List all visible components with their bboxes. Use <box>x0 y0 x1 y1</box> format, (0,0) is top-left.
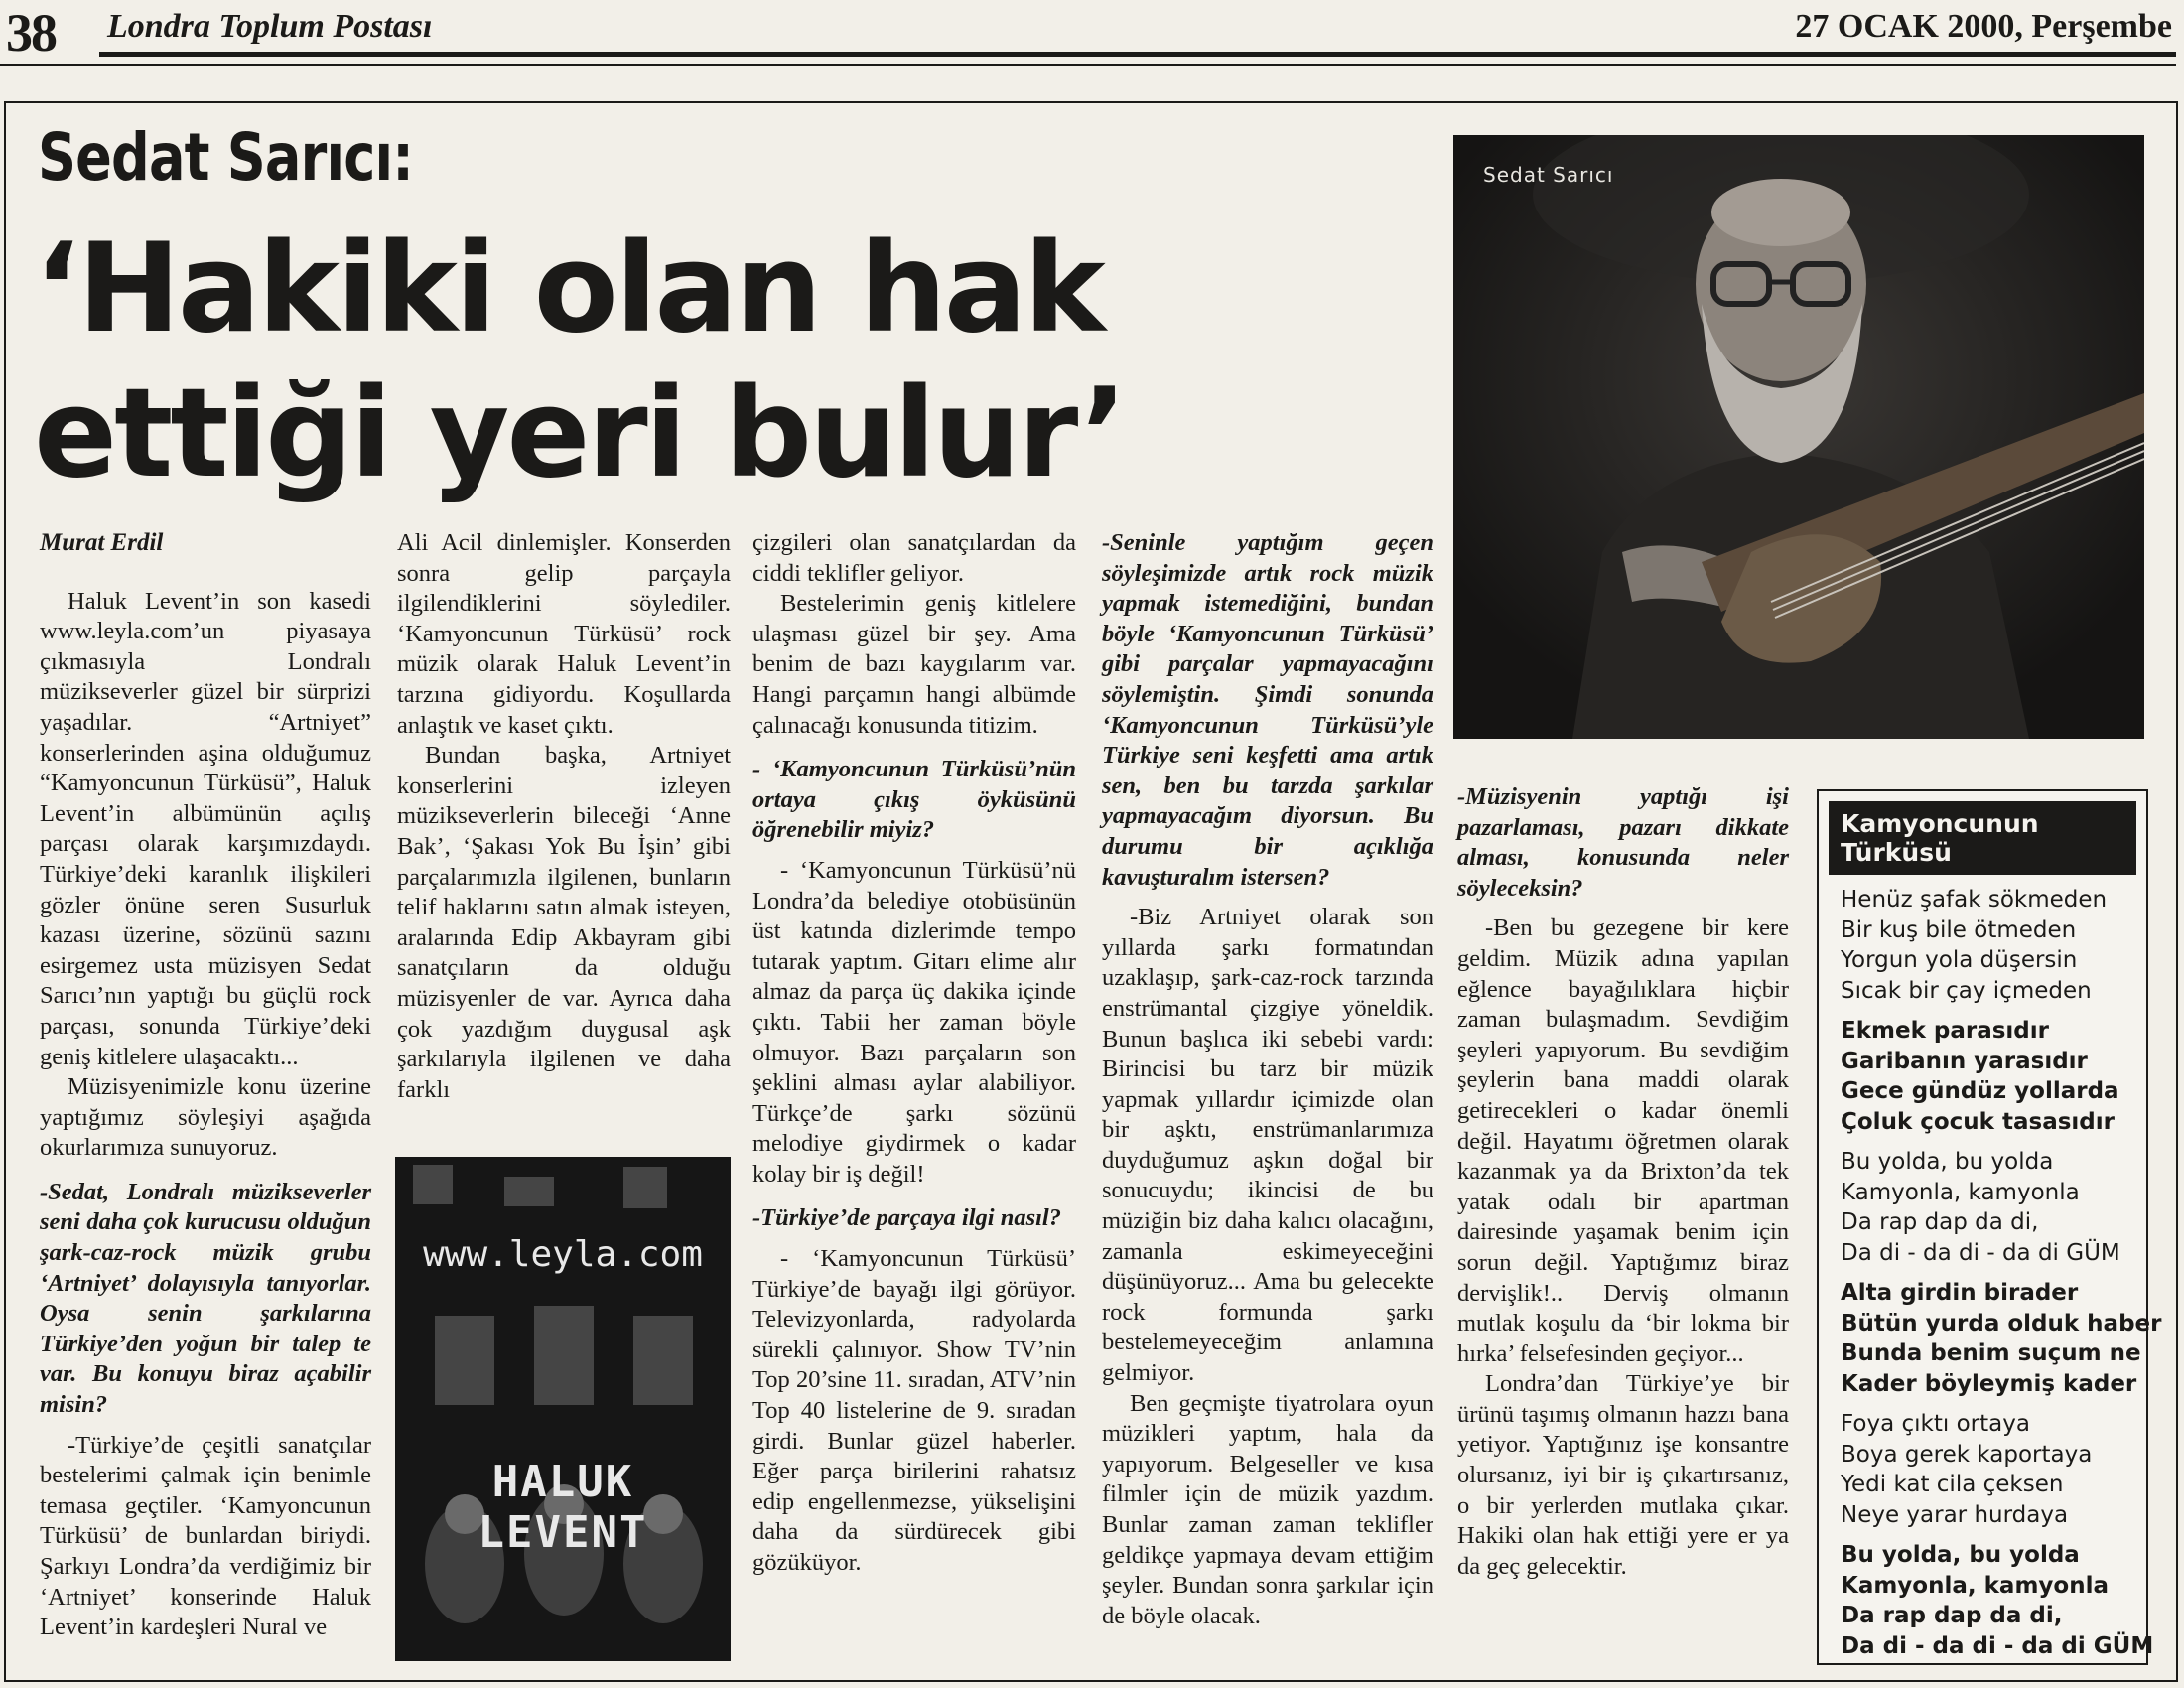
lyric-line: Bir kuş bile ötmeden <box>1841 916 2077 943</box>
lyrics-stanza <box>1841 885 2146 1006</box>
masthead-rule-thin <box>0 64 2176 66</box>
lyrics-stanza <box>1841 1409 2146 1530</box>
paragraph: -Ben bu gezegene bir kere geldim. Müzik adına yapılan eğlence bayağılıklara hiçbir zaman bulaşmadım. Sevdiğim şeyleri yapıyorum. Bu sevdiğim şeylerin bana maddi olarak getirecekleri o kadar önemli değil. Hayatımı öğretmen olarak kazanmak ya da Brixton’da tek yatak odalı bir apartman dairesinde yaşamak benim için sorun değil. Yaptığımız biraz dervişlik!.. Derviş olmanın mutlak koşulu da ‘bir lokma bir hırka’ felsefesinden geçiyor... <box>1457 914 1789 1367</box>
interview-question: -Sedat, Londralı müzikseverler seni daha çok kurucusu olduğun şark-caz-rock müzik grubu ‘Artniyet’ dolayısıyla tanıyorlar. Oysa senin şarkılarına Türkiye’den yoğun bir talep te var. Bu konuyu biraz açabilir misin? <box>40 1178 371 1419</box>
article-column-2 <box>397 528 731 1105</box>
byline: Murat Erdil <box>40 529 164 556</box>
lyric-line: Boya gerek kaportaya <box>1841 1441 2093 1468</box>
lyric-line: Da di - da di - da di GÜM <box>1841 1239 2120 1266</box>
photo-caption: Sedat Sarıcı <box>1483 163 1614 187</box>
interview-question: -Türkiye’de parçaya ilgi nasıl? <box>752 1204 1061 1232</box>
paragraph: - ‘Kamyoncunun Türküsü’nü Londra’da belediye otobüsünün üst katında dizlerimde tempo tutarak yaptım. Gitarı elime alır almaz da parça üç dakika içinde çıktı. Tabii her zaman böyle olmuyor. Bazı parçaların son şeklini alması aylar alabiliyor. Türkçe’de şarkı sözünü melodiye giydirmek o kadar kolay bir iş değil! <box>752 856 1076 1188</box>
paragraph: - ‘Kamyoncunun Türküsü’ Türkiye’de bayağı ilgi görüyor. Televizyonlarda, radyolarda sürekli çalınıyor. Show TV’nin Top 20’sine 11. sıradan, ATV’nin Top 40 listelerine de 9. sıradan girdi. Bunlar güzel haberler. Eğer parça birilerini rahatsız edip engellenmezse, yükselişini daha da sürdürecek gibi gözüküyor. <box>752 1245 1076 1576</box>
interview-question: -Müzisyenin yaptığı işi pazarlaması, pazarı dikkate alması, konusunda neler söyleceksin? <box>1457 783 1789 902</box>
lyric-line: Da rap dap da di, <box>1841 1603 2063 1628</box>
lyrics-stanza <box>1841 1016 2146 1137</box>
lyric-line: Ekmek parasıdır <box>1841 1018 2049 1044</box>
paragraph: Bundan başka, Artniyet konserlerini izleyen müzikseverlerin bileceği ‘Anne Bak’, ‘Şakası Yok Bu İşin’ gibi parçalarımızla ilgilenen, bunların telif haklarını satın almak isteyen, aralarında Edip Akbayram gibi sanatçıların da olduğu müzisyenler de var. Ayrıca daha çok yazdığım duygusal aşk şarkılarıyla ilgilenen ve daha farklı <box>397 742 731 1103</box>
lyrics-stanza <box>1841 1540 2154 1661</box>
newspaper-name: Londra Toplum Postası <box>107 8 433 45</box>
album-cover-art <box>395 1157 731 1661</box>
article-column-5 <box>1457 774 1789 1582</box>
lyrics-sidebar <box>1817 789 2162 1665</box>
interview-question: -Seninle yaptığım geçen söyleşimizde artık rock müzik yapmak istemediğini, bundan böyle ‘Kamyoncunun Türküsü’ gibi parçalar yapmayacağını söylemiştin. Şimdi sonunda ‘Kamyoncunun Türküsü’yle Türkiye seni keşfetti ama artık sen, ben bu tarzda şarkılar yapmayacağım diyorsun. Bu durumu bir açıklığa kavuşturalım istersen? <box>1102 529 1433 891</box>
paragraph: Ali Acil dinlemişler. Konserden sonra gelip parçayla ilgilendiklerini söylediler. ‘Kamyoncunun Türküsü’ rock müzik olarak Haluk Levent’in tarzına gidiyordu. Koşullarda anlaştık ve kaset çıktı. <box>397 529 731 739</box>
lyrics-stanza <box>1841 1278 2162 1399</box>
paragraph: -Türkiye’de çeşitli sanatçılar bestelerimi çalmak için benimle temasa geçtiler. ‘Kamyoncunun Türküsü’ de bunlardan biriydi. Şarkıyı Londra’da verdiğimiz bir ‘Artniyet’ konserinde Haluk Levent’in kardeşleri Nural ve <box>40 1431 371 1641</box>
article-kicker: Sedat Sarıcı: <box>38 119 414 196</box>
album-artist-text: HALUK LEVENT <box>478 1457 648 1558</box>
paragraph: Haluk Levent’in son kasedi www.leyla.com’un piyasaya çıkmasıyla Londralı müzikseverler güzel bir sürprizi yaşadılar. “Artniyet” konserlerinden aşina olduğumuz “Kamyoncunun Türküsü”, Haluk Levent’in albümünün açılış parçası olarak karşımızdaydı. Türkiye’deki karanlık ilişkileri gözler önüne seren Susurluk kazası üzerine, sözünü sazını esirgemez usta müzisyen Sedat Sarıcı’nın yaptığı bu güçlü rock parçası, sonunda Türkiye’deki geniş kitlelere ulaşacaktı... <box>40 587 371 1070</box>
lyric-line: Bu yolda, bu yolda <box>1841 1149 2054 1175</box>
article-column-1 <box>40 528 371 1643</box>
article-headline <box>34 216 1443 506</box>
lyrics-title: Kamyoncunun Türküsü <box>1829 801 2136 875</box>
paragraph: Londra’dan Türkiye’ye bir ürünü taşımış olmanın hazzı bana yetiyor. Yaptığınız işe konsantre olursanız, iyi bir iş çıkartırsanız, o bir yerlerden mutlaka çıkar. Hakiki olan hak ettiği yere er ya da geç gelecektir. <box>1457 1370 1789 1580</box>
lyric-line: Alta girdin birader <box>1841 1280 2079 1306</box>
paragraph: Ben geçmişte tiyatrolara oyun müzikleri yaptım, hala da yapıyorum. Belgeseller ve kısa filmler için de müzik yazdım. Bunlar zaman zaman teklifler geldikçe yapmaya devam ettiğim şeyler. Bundan sonra şarkılar için de böyle olacak. <box>1102 1389 1433 1629</box>
lyric-line: Henüz şafak sökmeden <box>1841 887 2108 913</box>
headline-line-1: ‘Hakiki olan hak <box>34 217 1103 360</box>
portrait-photo <box>1453 135 2144 739</box>
lyric-line: Bu yolda, bu yolda <box>1841 1542 2080 1568</box>
lyric-line: Gece gündüz yollarda <box>1841 1078 2119 1104</box>
lyric-line: Da rap dap da di, <box>1841 1209 2039 1235</box>
paragraph: Bestelerimin geniş kitlelere ulaşması güzel bir şey. Ama benim de bazı kaygılarım var. Hangi parçamın hangi albümde çalınacağı konusunda titizim. <box>752 590 1076 739</box>
interview-question: - ‘Kamyoncunun Türküsü’nün ortaya çıkış öyküsünü öğrenebilir miyiz? <box>752 756 1076 844</box>
issue-date: 27 OCAK 2000, Perşembe <box>1795 8 2172 45</box>
musician-illustration <box>1453 135 2144 739</box>
paragraph: -Biz Artniyet olarak son yıllarda şarkı formatından uzaklaşıp, şark-caz-rock tarzında enstrümantal çizgiye yöneldik. Bunun başlıca iki sebebi vardı: Birincisi bu tarz bir müzik yapmak yıllardır içimizde olan bir aşktı, enstrümanlarımıza duyduğumuz aşkın doğal bir sonucuydu; ikincisi de bu müziğin biz daha kalıcı olacağını, zamanla eskimeyeceğini düşünüyoruz... Ama bu gelecekte rock formunda şarkı bestelemeyeceğim anlamına gelmiyor. <box>1102 904 1433 1387</box>
lyric-line: Sıcak bir çay içmeden <box>1841 977 2092 1004</box>
album-url-text: www.leyla.com <box>423 1234 703 1275</box>
lyric-line: Da di - da di - da di GÜM <box>1841 1632 2154 1659</box>
lyric-line: Kamyonla, kamyonla <box>1841 1179 2080 1205</box>
lyric-line: Kamyonla, kamyonla <box>1841 1572 2109 1599</box>
page-number: 38 <box>6 3 56 63</box>
lyric-line: Foya çıktı ortaya <box>1841 1411 2030 1437</box>
lyric-line: Yorgun yola düşersin <box>1841 947 2078 973</box>
article-column-4 <box>1102 528 1433 1631</box>
lyric-line: Garibanın yarasıdır <box>1841 1048 2088 1074</box>
lyric-line: Çoluk çocuk tasasıdır <box>1841 1108 2115 1135</box>
article-column-3 <box>752 528 1076 1579</box>
lyric-line: Bütün yurda olduk haber <box>1841 1310 2162 1336</box>
lyric-line: Bunda benim suçum ne <box>1841 1340 2141 1366</box>
lyric-line: Kader böyleymiş kader <box>1841 1370 2137 1397</box>
lyric-line: Yedi kat cila çeksen <box>1841 1472 2064 1497</box>
album-cover-image <box>395 1157 731 1661</box>
headline-line-2: ettiği yeri bulur’ <box>34 362 1125 505</box>
lyric-line: Neye yarar hurdaya <box>1841 1501 2069 1528</box>
masthead-rule <box>99 52 2176 57</box>
paragraph: Müzisyenimizle konu üzerine yaptığımız söyleşiyi aşağıda okurlarımıza sunuyoruz. <box>40 1073 371 1162</box>
paragraph: çizgileri olan sanatçılardan da ciddi teklifler geliyor. <box>752 529 1076 587</box>
lyrics-stanza <box>1841 1147 2146 1268</box>
